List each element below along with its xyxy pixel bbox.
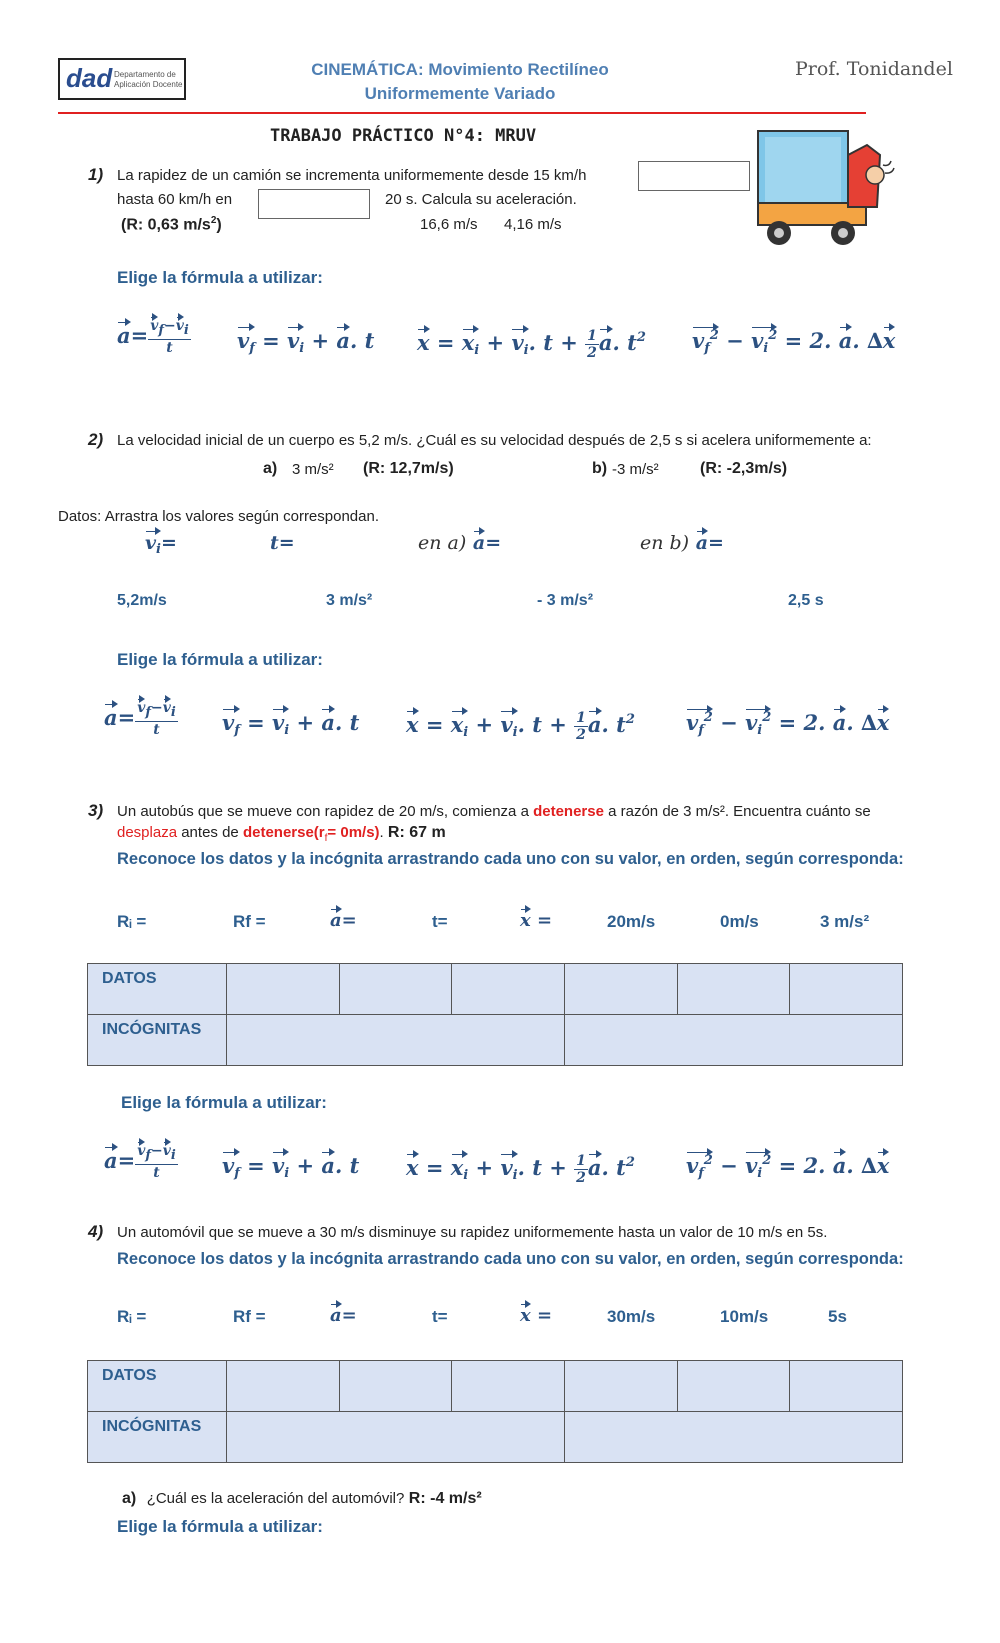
q1-option-1[interactable]: 16,6 m/s xyxy=(420,216,478,233)
q3-value-3[interactable]: 3 m/s² xyxy=(820,912,870,931)
q1-number: 1) xyxy=(88,165,104,184)
q1-formula-2[interactable]: $v_f = v_i + a$. t xyxy=(237,328,375,356)
q3-formula-3[interactable]: $x = x_i + v_i$. t + $\frac{1}{2}$ a. $t^2$ xyxy=(406,1153,635,1186)
q2-value-4[interactable]: 2,5 s xyxy=(788,592,824,609)
truck-illustration xyxy=(755,125,903,260)
q3-answer: R: 67 m xyxy=(387,824,446,841)
q4-datos-cell-1[interactable] xyxy=(227,1361,340,1412)
q3-text-2 xyxy=(117,824,446,844)
q3-label-a[interactable]: a= xyxy=(330,910,357,931)
logo xyxy=(58,58,186,100)
q1-dropzone-1[interactable] xyxy=(638,161,750,191)
q4-incognita-cell-1[interactable] xyxy=(227,1412,565,1463)
header-rule xyxy=(58,112,866,114)
q1-text-2b: 20 s. Calcula su aceleración. xyxy=(385,191,577,208)
q3-datos-cell-5[interactable] xyxy=(677,964,790,1015)
q2-b-label: b) xyxy=(592,460,608,477)
q4-incognita-cell-2[interactable] xyxy=(564,1412,902,1463)
q1-formula-row xyxy=(117,318,917,368)
logo-subtitle-1: Departamento de xyxy=(114,70,176,79)
q1-text-1: La rapidez de un camión se incrementa uniformemente desde 15 km/h xyxy=(117,167,587,184)
q4-label-rf[interactable]: Rf = xyxy=(233,1307,266,1326)
q2-formula-3[interactable]: $x = x_i + v_i$. t + $\frac{1}{2}$ a. $t^2$ xyxy=(406,710,635,743)
q3-text-2-red2-end: = 0m/s) xyxy=(327,824,380,841)
q4-instruction: Reconoce los datos y la incógnita arrastrando cada uno con su valor, en orden, según corresponda: xyxy=(117,1250,904,1268)
q4-datos-cell-6[interactable] xyxy=(790,1361,903,1412)
q3-value-1[interactable]: 20m/s xyxy=(607,912,656,931)
q2-formula-4[interactable]: $v_f^2 - v_i^2 = 2$. a. ∆x xyxy=(686,710,890,738)
q2-datos-prompt: Datos: Arrastra los valores según correspondan. xyxy=(58,508,379,525)
q1-formula-3[interactable]: $x = x_i + v_i$. t + $\frac{1}{2}$ a. $t^2$ xyxy=(417,328,646,361)
q2-value-1[interactable]: 5,2m/s xyxy=(117,592,167,609)
q2-formula-2[interactable]: $v_f = v_i + a$. t xyxy=(222,710,360,738)
q4-sub-a-answer: R: -4 m/s² xyxy=(408,1490,482,1507)
worksheet-title: TRABAJO PRÁCTICO N°4: MRUV xyxy=(270,126,537,146)
q3-text-2-red2-sub: f xyxy=(324,833,328,844)
q3-label-x[interactable]: x = xyxy=(520,910,553,931)
q4-data-table xyxy=(87,1360,903,1463)
q3-text-2a: antes de xyxy=(177,824,243,841)
q2-a-answer: (R: 12,7m/s) xyxy=(363,460,454,477)
q3-formula-1[interactable]: a= $\frac{vf-vi}{t}$ xyxy=(104,1143,176,1181)
q3-instruction: Reconoce los datos y la incógnita arrastrando cada uno con su valor, en orden, según corresponda: xyxy=(117,850,904,868)
q1-formula-4[interactable]: $v_f^2 - v_i^2 = 2$. a. ∆x xyxy=(692,328,896,356)
q3-text-1-red: detenerse xyxy=(533,803,604,820)
q3-datos-cell-3[interactable] xyxy=(452,964,565,1015)
q1-text-2a: hasta 60 km/h en xyxy=(117,191,233,208)
q2-field-vi[interactable]: $v_i=$ xyxy=(145,532,177,557)
q4-sub-a xyxy=(122,1490,482,1508)
q4-table-incognitas: INCÓGNITAS xyxy=(88,1412,227,1463)
q2-value-3[interactable]: - 3 m/s² xyxy=(537,592,594,609)
q4-label-a[interactable]: a= xyxy=(330,1305,357,1326)
q2-number: 2) xyxy=(88,430,104,449)
q3-datos-cell-4[interactable] xyxy=(564,964,677,1015)
q3-table-row-incognitas xyxy=(88,1015,903,1066)
q3-formula-row xyxy=(104,1143,924,1193)
q2-a-value: 3 m/s² xyxy=(292,461,334,478)
q3-datos-cell-2[interactable] xyxy=(339,964,452,1015)
q1-answer xyxy=(121,215,222,234)
q2-b-answer: (R: -2,3m/s) xyxy=(700,460,788,477)
q2-field-en-b: en b) xyxy=(640,532,690,554)
q3-formula-prompt: Elige la fórmula a utilizar: xyxy=(121,1093,327,1112)
q3-formula-2[interactable]: $v_f = v_i + a$. t xyxy=(222,1153,360,1181)
q1-answer-close: ) xyxy=(216,216,222,234)
q1-formula-1[interactable]: a= $\frac{vf-vi}{t}$ xyxy=(117,318,189,356)
q1-answer-sup: 2 xyxy=(210,215,217,226)
q3-table-row-datos xyxy=(88,964,903,1015)
q2-formula-1[interactable]: a= $\frac{vf-vi}{t}$ xyxy=(104,700,176,738)
q4-sub-a-label: a) xyxy=(122,1490,137,1507)
q3-formula-4[interactable]: $v_f^2 - v_i^2 = 2$. a. ∆x xyxy=(686,1153,890,1181)
q3-text-1a: Un autobús que se mueve con rapidez de 20 m/s, comienza a xyxy=(117,803,534,820)
q4-datos-cell-4[interactable] xyxy=(564,1361,677,1412)
q2-value-2[interactable]: 3 m/s² xyxy=(326,592,373,609)
q4-number: 4) xyxy=(88,1222,104,1241)
q1-formula-prompt: Elige la fórmula a utilizar: xyxy=(117,268,323,287)
q3-table-incognitas: INCÓGNITAS xyxy=(88,1015,227,1066)
q3-datos-cell-6[interactable] xyxy=(790,964,903,1015)
q2-text: La velocidad inicial de un cuerpo es 5,2 m/s. ¿Cuál es su velocidad después de 2,5 s si acelera uniformemente a: xyxy=(117,432,872,449)
q4-value-3[interactable]: 5s xyxy=(828,1307,847,1326)
q3-label-t[interactable]: t= xyxy=(432,912,448,931)
q3-value-2[interactable]: 0m/s xyxy=(720,912,759,931)
q4-table-row-datos xyxy=(88,1361,903,1412)
q3-text-2-red2: detenerse(r xyxy=(242,824,325,841)
q4-value-2[interactable]: 10m/s xyxy=(720,1307,769,1326)
q4-table-row-incognitas xyxy=(88,1412,903,1463)
q1-dropzone-2[interactable] xyxy=(258,189,370,219)
author: Prof. Tonidandel xyxy=(795,58,953,80)
q4-label-x[interactable]: x = xyxy=(520,1305,553,1326)
q4-formula-prompt: Elige la fórmula a utilizar: xyxy=(117,1517,323,1536)
q3-incognita-cell-1[interactable] xyxy=(227,1015,565,1066)
header-title-1: CINEMÁTICA: Movimiento Rectilíneo xyxy=(311,60,609,79)
q3-label-ri[interactable]: Rᵢ = xyxy=(117,912,147,931)
logo-subtitle-2: Aplicación Docente xyxy=(114,80,183,89)
q3-text-2-red1: desplaza xyxy=(117,824,178,841)
q3-number: 3) xyxy=(88,801,104,820)
q3-incognita-cell-2[interactable] xyxy=(564,1015,902,1066)
q1-answer-text: (R: 0,63 m/s xyxy=(121,216,211,234)
logo-mark: dad xyxy=(66,63,113,93)
q3-text-1b: a razón de 3 m/s². Encuentra cuánto se xyxy=(603,803,871,820)
q4-datos-cell-3[interactable] xyxy=(452,1361,565,1412)
q3-text-2b: . xyxy=(379,824,388,841)
q4-sub-a-text: ¿Cuál es la aceleración del automóvil? xyxy=(146,1490,405,1507)
q2-field-t[interactable]: t= xyxy=(270,532,295,554)
q1-option-2[interactable]: 4,16 m/s xyxy=(504,216,562,233)
q4-text: Un automóvil que se mueve a 30 m/s disminuye su rapidez uniformemente hasta un valor de 10 m/s en 5s. xyxy=(117,1224,828,1241)
q3-datos-cell-1[interactable] xyxy=(227,964,340,1015)
q3-label-rf[interactable]: Rf = xyxy=(233,912,266,931)
q4-table-datos: DATOS xyxy=(88,1361,227,1412)
q2-field-en-a: en a) xyxy=(418,532,467,554)
q2-a-label: a) xyxy=(263,460,278,477)
q4-datos-cell-5[interactable] xyxy=(677,1361,790,1412)
q2-formula-row xyxy=(104,700,924,750)
header-title-2: Uniformemente Variado xyxy=(364,84,556,103)
q4-label-ri[interactable]: Rᵢ = xyxy=(117,1307,147,1326)
q4-datos-cell-2[interactable] xyxy=(339,1361,452,1412)
q3-data-table xyxy=(87,963,903,1066)
q2-field-b[interactable]: en b) a= xyxy=(640,532,724,554)
q3-text-1 xyxy=(117,803,871,820)
q2-b-value: -3 m/s² xyxy=(612,461,659,478)
q4-value-1[interactable]: 30m/s xyxy=(607,1307,656,1326)
q4-label-t[interactable]: t= xyxy=(432,1307,448,1326)
q2-field-a[interactable]: en a) a= xyxy=(418,532,502,554)
q3-table-datos: DATOS xyxy=(88,964,227,1015)
q2-formula-prompt: Elige la fórmula a utilizar: xyxy=(117,650,323,669)
